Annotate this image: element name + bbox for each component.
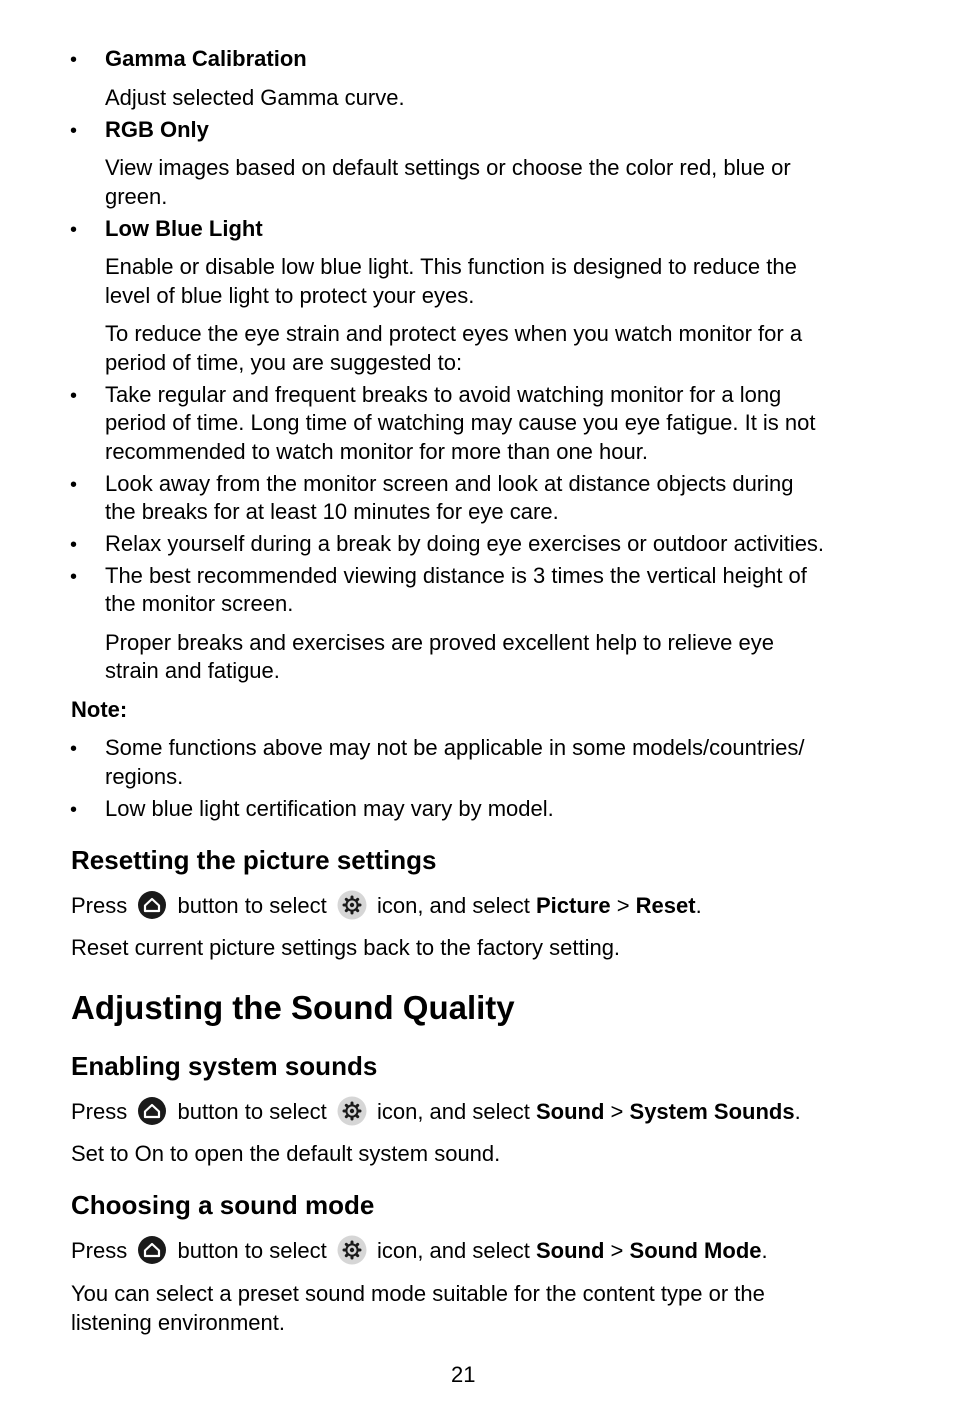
eye-tip: period of time. Long time of watching may cause you eye fatigue. It is not — [105, 410, 816, 435]
feature-desc: green. — [105, 184, 168, 209]
system-sounds-desc: Set to On to open the default system sound. — [71, 1141, 501, 1166]
home-icon — [137, 1235, 167, 1265]
eye-intro: To reduce the eye strain and protect eyes when you watch monitor for a — [105, 321, 803, 346]
sound-mode-desc: listening environment. — [71, 1310, 286, 1335]
reset-desc: Reset current picture settings back to the factory setting. — [71, 935, 621, 960]
eye-tip: the monitor screen. — [105, 591, 294, 616]
section-heading-sound-mode: Choosing a sound mode — [71, 1190, 375, 1220]
settings-gear-icon — [337, 890, 367, 920]
note-item: Low blue light certification may vary by model. — [105, 796, 554, 821]
eye-tip: The best recommended viewing distance is 3 times the vertical height of — [105, 563, 807, 588]
note-item: Some functions above may not be applicable in some models/countries/ — [105, 735, 805, 760]
bullet: • — [70, 474, 78, 496]
system-sounds-instruction — [71, 1098, 801, 1128]
eye-tip: the breaks for at least 10 minutes for eye care. — [105, 499, 559, 524]
menu-sound: Sound — [535, 1099, 605, 1124]
period: . — [695, 893, 702, 918]
bullet: • — [70, 566, 78, 588]
separator: > — [610, 1099, 624, 1124]
menu-sound: Sound — [535, 1238, 605, 1263]
menu-picture: Picture — [535, 893, 611, 918]
feature-desc: View images based on default settings or choose the color red, blue or — [105, 155, 791, 180]
eye-tip: Look away from the monitor screen and look at distance objects during — [105, 471, 794, 496]
eye-intro: period of time, you are suggested to: — [105, 350, 463, 375]
reset-instruction — [71, 892, 702, 922]
page-number: 21 — [451, 1362, 476, 1387]
section-heading-system-sounds: Enabling system sounds — [71, 1051, 378, 1081]
icon-and-select-text: icon, and select — [376, 1099, 530, 1124]
feature-desc: Adjust selected Gamma curve. — [105, 85, 405, 110]
sound-mode-instruction — [71, 1237, 768, 1267]
section-heading-reset: Resetting the picture settings — [71, 845, 437, 875]
settings-gear-icon — [337, 1096, 367, 1126]
period: . — [761, 1238, 768, 1263]
menu-sound-mode: Sound Mode — [629, 1238, 762, 1263]
feature-title-lowblue: Low Blue Light — [105, 216, 263, 241]
chapter-heading-sound: Adjusting the Sound Quality — [71, 989, 515, 1026]
button-to-select-text: button to select — [177, 1099, 327, 1124]
bullet: • — [70, 49, 78, 71]
eye-outro: strain and fatigue. — [105, 658, 280, 683]
menu-reset: Reset — [635, 893, 696, 918]
separator: > — [610, 1238, 624, 1263]
bullet: • — [70, 799, 78, 821]
eye-tip: Relax yourself during a break by doing eye exercises or outdoor activities. — [105, 531, 825, 556]
feature-desc: level of blue light to protect your eyes. — [105, 283, 475, 308]
separator: > — [616, 893, 630, 918]
eye-tip: Take regular and frequent breaks to avoid watching monitor for a long — [105, 382, 782, 407]
bullet: • — [70, 534, 78, 556]
home-icon — [137, 890, 167, 920]
bullet: • — [70, 120, 78, 142]
note-label: Note: — [71, 697, 128, 722]
button-to-select-text: button to select — [177, 893, 327, 918]
menu-system-sounds: System Sounds — [629, 1099, 795, 1124]
press-text: Press — [71, 1099, 128, 1124]
feature-title-rgb: RGB Only — [105, 117, 209, 142]
home-icon — [137, 1096, 167, 1126]
bullet: • — [70, 219, 78, 241]
icon-and-select-text: icon, and select — [376, 893, 530, 918]
eye-outro: Proper breaks and exercises are proved excellent help to relieve eye — [105, 630, 774, 655]
press-text: Press — [71, 1238, 128, 1263]
period: . — [794, 1099, 801, 1124]
button-to-select-text: button to select — [177, 1238, 327, 1263]
press-text: Press — [71, 893, 128, 918]
icon-and-select-text: icon, and select — [376, 1238, 530, 1263]
feature-title-gamma: Gamma Calibration — [105, 46, 307, 71]
bullet: • — [70, 738, 78, 760]
settings-gear-icon — [337, 1235, 367, 1265]
eye-tip: recommended to watch monitor for more than one hour. — [105, 439, 648, 464]
bullet: • — [70, 385, 78, 407]
feature-desc: Enable or disable low blue light. This function is designed to reduce the — [105, 254, 797, 279]
sound-mode-desc: You can select a preset sound mode suitable for the content type or the — [71, 1281, 765, 1306]
note-item: regions. — [105, 764, 184, 789]
